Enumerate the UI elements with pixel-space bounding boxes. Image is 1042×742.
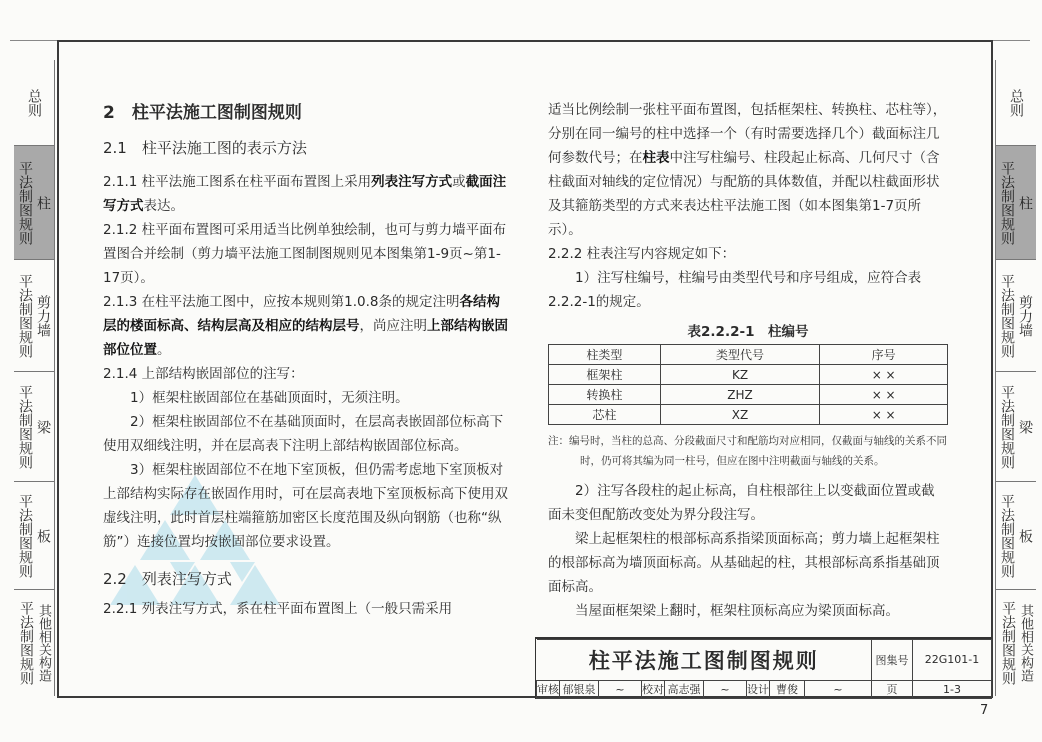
tab-label: 平法制图规则 <box>18 601 34 685</box>
paragraph: 当屋面框架梁上翻时，框架柱顶标高应为梁顶面标高。 <box>575 603 899 619</box>
paragraph-continued <box>548 98 948 242</box>
table-row <box>549 405 948 425</box>
text: 2.1.3 在柱平法施工图中，应按本规则第1.0.8条的规定注明 <box>103 294 460 310</box>
table-header-cell: 序号 <box>820 345 948 365</box>
table-header-row <box>549 345 948 365</box>
right-column <box>548 98 948 623</box>
tab-label: 总则 <box>1008 88 1024 117</box>
tab-column[interactable] <box>996 146 1036 260</box>
left-column <box>103 98 508 621</box>
drawing-title: 柱平法施工图制图规则 <box>537 640 872 681</box>
design-name: 曹俊 <box>770 680 805 698</box>
table-header-cell: 柱类型 <box>549 345 661 365</box>
table-cell: × × <box>820 405 948 425</box>
check-label: 校对 <box>642 680 665 698</box>
text: 中注写柱编号、柱段起止标高、几何尺寸（含柱截面对轴线的定位情况）与配筋的具体数值，并配以柱截面形状及其箍筋类型的方式来表达柱平法施工图（如本图集第1-7页所示）。 <box>548 150 940 238</box>
paragraph-2-1-3 <box>103 290 508 362</box>
text: ，尚应注明 <box>359 318 427 334</box>
bold-term: 上部结构嵌固部位位置 <box>103 318 508 358</box>
title-block <box>535 637 992 699</box>
table-row <box>549 365 948 385</box>
title-block-table <box>536 639 992 699</box>
text: 2.1.1 柱平法施工图系在柱平面布置图上采用 <box>103 174 372 190</box>
tab-beam[interactable] <box>14 372 54 482</box>
page-label: 页 <box>872 680 913 698</box>
list-item: 1）注写柱编号，柱编号由类型代号和序号组成，应符合表2.2.2-1的规定。 <box>548 270 922 310</box>
tab-label: 平法制图规则 <box>999 160 1015 245</box>
tab-other[interactable] <box>14 590 54 696</box>
tab-label: 平法制图规则 <box>17 493 33 578</box>
tab-slab[interactable] <box>14 482 54 590</box>
page-number-code: 1-3 <box>913 680 992 698</box>
tab-label: 平法制图规则 <box>999 273 1015 358</box>
text: 表达。 <box>143 198 184 214</box>
table-cell: 框架柱 <box>549 365 661 385</box>
review-signature: ~ <box>599 680 642 698</box>
bold-term: 列表注写方式 <box>371 174 453 190</box>
tab-label-sub: 板 <box>1017 528 1033 543</box>
table-cell: 转换柱 <box>549 385 661 405</box>
list-item: 2）框架柱嵌固部位不在基础顶面时，在层高表嵌固部位标高下使用双细线注明，并在层高表下注明上部结构嵌固部位标高。 <box>103 414 504 454</box>
tab-label-sub: 其他相关构造 <box>1018 604 1033 682</box>
tab-label-sub: 剪力墙 <box>1017 294 1033 337</box>
tab-general[interactable] <box>996 60 1036 146</box>
tab-label: 总则 <box>26 88 42 117</box>
table-title: 表2.2.2-1 柱编号 <box>687 324 809 340</box>
atlas-number: 22G101-1 <box>913 640 992 681</box>
list-item: 2）注写各段柱的起止标高，自柱根部往上以变截面位置或截面未变但配筋改变处为界分段注写。 <box>548 483 935 523</box>
check-signature: ~ <box>704 680 747 698</box>
table-cell: KZ <box>660 365 820 385</box>
tab-shear-wall[interactable] <box>996 260 1036 372</box>
table-cell: 芯柱 <box>549 405 661 425</box>
design-label: 设计 <box>747 680 770 698</box>
list-item: 3）框架柱嵌固部位不在地下室顶板，但仍需考虑地下室顶板对上部结构实际存在嵌固作用时，可在层高表地下室顶板标高下使用双虚线注明，此时首层柱端箍筋加密区长度范围及纵向钢筋（也称“纵筋”）连接位置均按嵌固部位要求设置。 <box>103 462 508 550</box>
column-code-table <box>548 344 948 425</box>
tab-label: 平法制图规则 <box>999 493 1015 578</box>
tab-shear-wall[interactable] <box>14 260 54 372</box>
check-name: 高志强 <box>665 680 704 698</box>
tab-beam[interactable] <box>996 372 1036 482</box>
review-name: 郁银泉 <box>560 680 599 698</box>
tab-label: 平法制图规则 <box>17 384 33 469</box>
tab-label: 平法制图规则 <box>999 384 1015 469</box>
list-item: 1）框架柱嵌固部位在基础顶面时，无须注明。 <box>130 390 409 406</box>
paragraph: 梁上起框架柱的根部标高系指梁顶面标高；剪力墙上起框架柱的根部标高为墙顶面标高。从基础起的柱，其根部标高系指基础顶面标高。 <box>548 531 940 595</box>
tab-label-sub: 柱 <box>35 195 51 210</box>
bold-term: 柱表 <box>642 150 670 166</box>
tab-column[interactable] <box>14 146 54 260</box>
tab-label-sub: 柱 <box>1017 195 1033 210</box>
text: 适当比例绘制一张柱平面布置图，包括框架柱、转换柱、芯柱等），分别在同一编号的柱中选择一个（有时需要选择几个）截面标注几何参数代号；在 <box>548 102 947 166</box>
paragraph-2-2-1: 2.2.1 列表注写方式，系在柱平面布置图上（一般只需采用 <box>103 601 453 617</box>
text: 。 <box>157 342 171 358</box>
bold-term: 截面注写方式 <box>103 174 507 214</box>
design-signature: ~ <box>805 680 872 698</box>
tab-other[interactable] <box>996 590 1036 696</box>
right-sidebar <box>995 60 1036 696</box>
paragraph-2-2-2: 2.2.2 柱表注写内容规定如下： <box>548 246 736 262</box>
text: 或 <box>452 174 466 190</box>
table-cell: × × <box>820 385 948 405</box>
review-label: 审核 <box>537 680 560 698</box>
tab-label-sub: 梁 <box>1017 419 1033 434</box>
table-row <box>549 385 948 405</box>
tab-label-sub: 剪力墙 <box>35 294 51 337</box>
tab-label: 平法制图规则 <box>1000 601 1016 685</box>
tab-label-sub: 梁 <box>35 419 51 434</box>
table-note: 注：编号时，当柱的总高、分段截面尺寸和配筋均对应相同，仅截面与轴线的关系不同时，仍可将其编为同一柱号，但应在图中注明截面与轴线的关系。 <box>548 435 947 467</box>
tab-label-sub: 板 <box>35 528 51 543</box>
table-header-cell: 类型代号 <box>660 345 820 365</box>
section-heading: 2 柱平法施工图制图规则 <box>103 103 302 123</box>
paragraph-2-1-1 <box>103 170 508 218</box>
subsection-heading: 2.1 柱平法施工图的表示方法 <box>103 139 307 157</box>
table-cell: XZ <box>660 405 820 425</box>
table-cell: × × <box>820 365 948 385</box>
paragraph-2-1-4: 2.1.4 上部结构嵌固部位的注写： <box>103 366 304 382</box>
left-sidebar <box>14 60 55 696</box>
paragraph-2-1-2: 2.1.2 柱平面布置图可采用适当比例单独绘制，也可与剪力墙平面布置图合并绘制（剪力墙平法施工图制图规则见本图集第1-9页~第1-17页）。 <box>103 222 507 286</box>
tab-general[interactable] <box>14 60 54 146</box>
page-number: 7 <box>980 703 989 718</box>
tab-label: 平法制图规则 <box>17 160 33 245</box>
tab-slab[interactable] <box>996 482 1036 590</box>
table-cell: ZHZ <box>660 385 820 405</box>
tab-label-sub: 其他相关构造 <box>36 604 51 682</box>
atlas-label: 图集号 <box>872 640 913 681</box>
tab-label: 平法制图规则 <box>17 273 33 358</box>
bold-term: 各结构层的楼面标高、结构层高及相应的结构层号 <box>103 294 500 334</box>
subsection-heading: 2.2 列表注写方式 <box>103 570 232 588</box>
